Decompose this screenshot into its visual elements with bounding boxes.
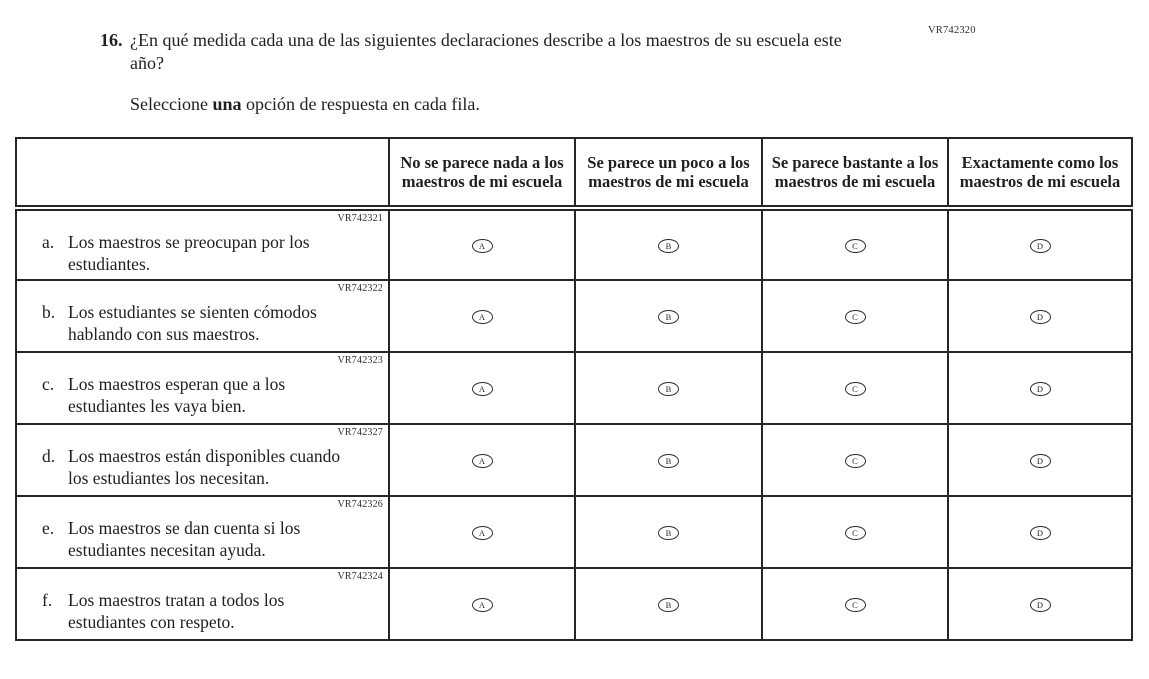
option-cell-f-B[interactable] [575,568,762,640]
question-number: 16. [100,30,123,50]
table-row-d [16,424,1132,496]
column-header-exactly: Exactamente como los maestros de mi escuela [948,138,1132,208]
statement-b [17,281,388,346]
option-cell-f-A[interactable] [389,568,575,640]
statement-text: Los maestros tratan a todos los estudiantes con respeto. [68,590,285,632]
option-cell-e-C[interactable] [762,496,948,568]
response-matrix-table [15,137,1133,641]
option-cell-a-D[interactable] [948,208,1132,280]
option-cell-b-C[interactable] [762,280,948,352]
answer-bubble-e-C[interactable]: C [845,526,866,540]
answer-bubble-b-D[interactable]: D [1030,310,1051,324]
row-accession-code: VR742323 [337,355,383,366]
answer-bubble-d-A[interactable]: A [472,454,493,468]
answer-bubble-a-A[interactable]: A [472,239,493,253]
answer-bubble-b-B[interactable]: B [658,310,679,324]
statement-letter: e. [42,518,55,538]
table-row-a [16,208,1132,280]
statement-cell-c [16,352,389,424]
question-body [130,29,890,116]
answer-bubble-c-A[interactable]: A [472,382,493,396]
answer-bubble-d-B[interactable]: B [658,454,679,468]
statement-text: Los maestros se dan cuenta si los estudiantes necesitan ayuda. [68,518,301,560]
table-row-c [16,352,1132,424]
option-cell-a-C[interactable] [762,208,948,280]
statement-text: Los maestros están disponibles cuando los estudiantes los necesitan. [68,446,341,488]
statement-letter: a. [42,232,55,252]
answer-bubble-e-D[interactable]: D [1030,526,1051,540]
option-cell-a-B[interactable] [575,208,762,280]
statement-letter: f. [42,590,53,610]
answer-bubble-c-B[interactable]: B [658,382,679,396]
statement-f [17,569,388,634]
column-header-not-at-all: No se parece nada a los maestros de mi escuela [389,138,575,208]
answer-bubble-b-A[interactable]: A [472,310,493,324]
answer-bubble-d-C[interactable]: C [845,454,866,468]
statement-cell-e [16,496,389,568]
header-empty-cell [16,138,389,208]
row-accession-code: VR742327 [337,427,383,438]
statement-e [17,497,388,562]
statement-cell-a [16,208,389,280]
answer-bubble-f-D[interactable]: D [1030,598,1051,612]
option-cell-b-A[interactable] [389,280,575,352]
page-accession-code: VR742320 [928,25,976,36]
row-accession-code: VR742326 [337,499,383,510]
option-cell-a-A[interactable] [389,208,575,280]
statement-text: Los maestros esperan que a los estudiantes les vaya bien. [68,374,286,416]
option-cell-d-A[interactable] [389,424,575,496]
statement-letter: c. [42,374,55,394]
answer-bubble-a-B[interactable]: B [658,239,679,253]
question-block [100,29,890,116]
row-accession-code: VR742324 [337,571,383,582]
row-accession-code: VR742322 [337,283,383,294]
row-accession-code: VR742321 [337,213,383,224]
table-row-b [16,280,1132,352]
option-cell-c-B[interactable] [575,352,762,424]
instruction-suffix: opción de respuesta en cada fila. [241,93,480,114]
answer-bubble-e-B[interactable]: B [658,526,679,540]
statement-c [17,353,388,418]
statement-d [17,425,388,490]
answer-bubble-a-D[interactable]: D [1030,239,1051,253]
option-cell-c-C[interactable] [762,352,948,424]
option-cell-d-D[interactable] [948,424,1132,496]
statement-cell-d [16,424,389,496]
answer-bubble-f-A[interactable]: A [472,598,493,612]
answer-bubble-f-C[interactable]: C [845,598,866,612]
option-cell-f-D[interactable] [948,568,1132,640]
answer-bubble-d-D[interactable]: D [1030,454,1051,468]
answer-bubble-b-C[interactable]: C [845,310,866,324]
option-cell-e-B[interactable] [575,496,762,568]
option-cell-d-B[interactable] [575,424,762,496]
column-header-a-little: Se parece un poco a los maestros de mi escuela [575,138,762,208]
statement-cell-f [16,568,389,640]
table-row-e [16,496,1132,568]
option-cell-d-C[interactable] [762,424,948,496]
statement-a [17,211,388,276]
statement-letter: b. [42,302,56,322]
statement-text: Los estudiantes se sienten cómodos hablando con sus maestros. [68,302,317,344]
option-cell-f-C[interactable] [762,568,948,640]
answer-bubble-c-C[interactable]: C [845,382,866,396]
option-cell-e-D[interactable] [948,496,1132,568]
answer-bubble-f-B[interactable]: B [658,598,679,612]
question-instruction [130,93,890,116]
option-cell-c-A[interactable] [389,352,575,424]
column-header-quite-a-bit: Se parece bastante a los maestros de mi escuela [762,138,948,208]
table-row-f [16,568,1132,640]
answer-bubble-a-C[interactable]: C [845,239,866,253]
question-text: ¿En qué medida cada una de las siguientes declaraciones describe a los maestros de su escuela este año? [130,30,842,74]
instruction-prefix: Seleccione [130,93,213,114]
answer-bubble-c-D[interactable]: D [1030,382,1051,396]
statement-cell-b [16,280,389,352]
answer-bubble-e-A[interactable]: A [472,526,493,540]
option-cell-c-D[interactable] [948,352,1132,424]
option-cell-b-D[interactable] [948,280,1132,352]
header-row [16,138,1132,208]
option-cell-e-A[interactable] [389,496,575,568]
statement-letter: d. [42,446,56,466]
option-cell-b-B[interactable] [575,280,762,352]
statement-text: Los maestros se preocupan por los estudiantes. [68,232,310,274]
instruction-bold-word: una [212,93,242,114]
